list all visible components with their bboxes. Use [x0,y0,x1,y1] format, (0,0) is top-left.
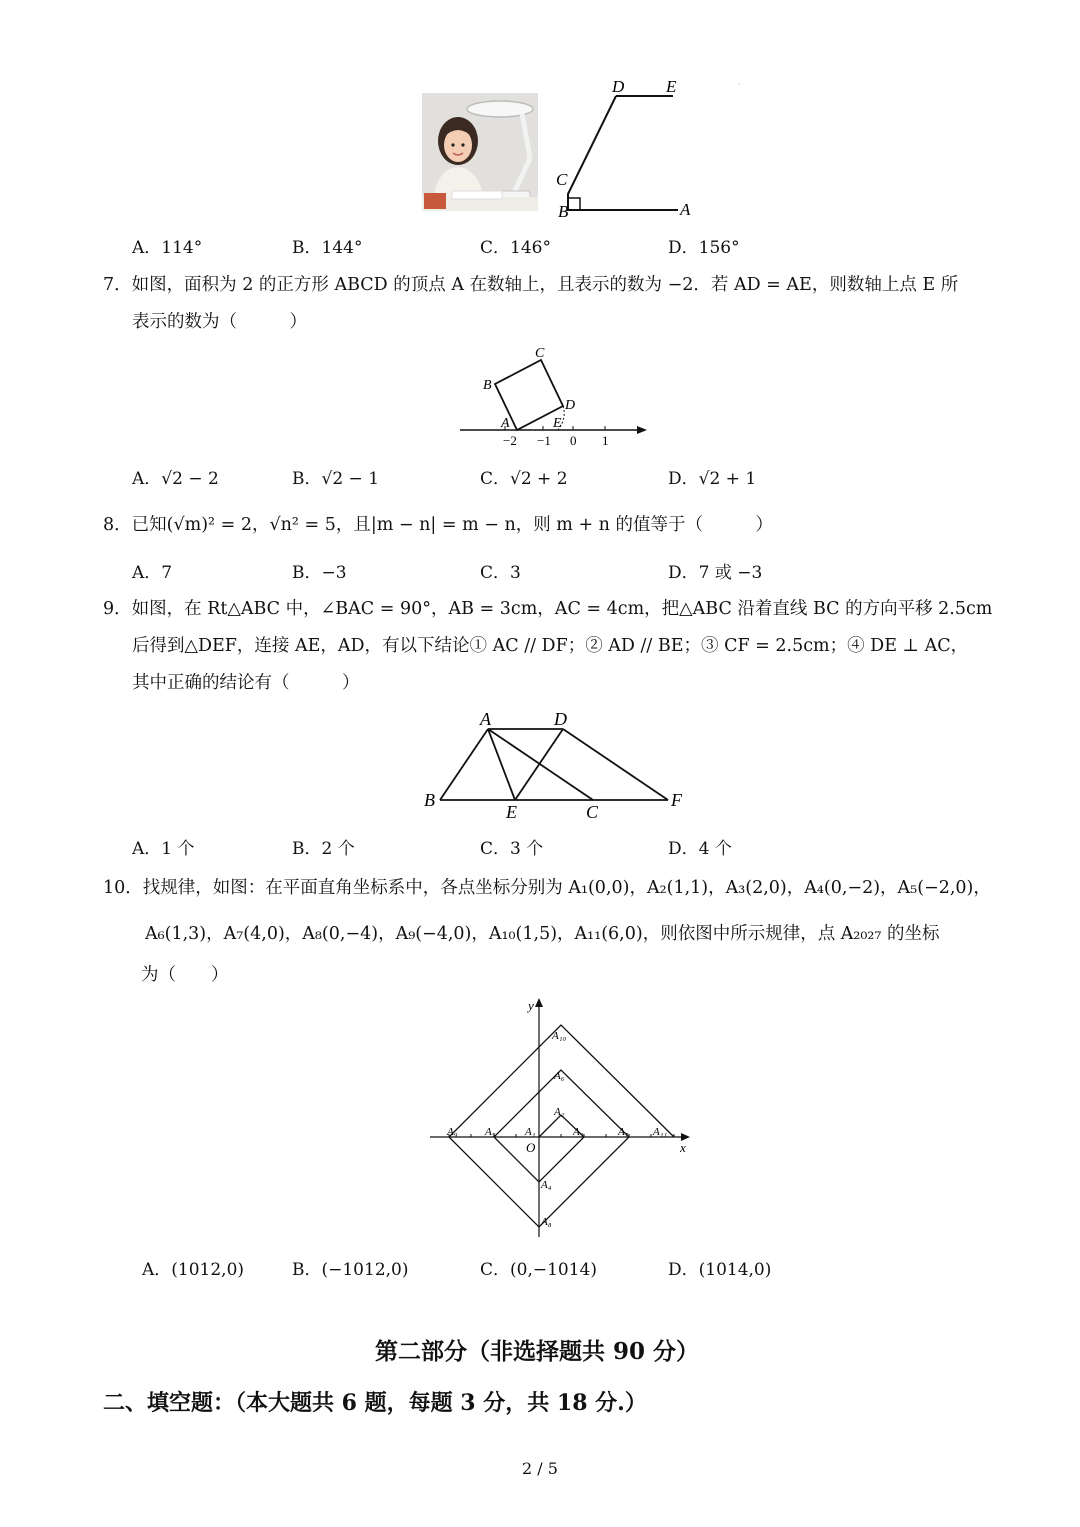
q7-stem-line1: 7．如图，面积为 2 的正方形 ABCD 的顶点 A 在数轴上，且表示的数为 −2．若 AD = AE，则数轴上点 E 所 [103,275,959,295]
q10-label-a6: A₆ [554,1070,565,1082]
q6-option-d: D．156° [668,238,740,258]
q8-option-a: A．7 [132,563,173,583]
q10-label-a8: A₈ [541,1216,552,1228]
q7-label-b: B [483,378,492,393]
q7-option-b: B．√2 − 1 [292,469,380,489]
q6-angle-figure [548,72,748,222]
q7-option-c: C．√2 + 2 [480,469,568,489]
q9-label-d: D [554,709,567,729]
page-number: 2 / 5 [522,1459,558,1478]
q9-option-d: D．4 个 [668,839,732,859]
q6-photo [422,93,538,211]
q9-label-f: F [671,790,682,810]
q9-label-e: E [506,802,517,822]
q10-label-a4: A₄ [541,1179,552,1191]
q8-option-b: B．−3 [292,563,347,583]
q9-label-b: B [424,790,435,810]
q8-option-c: C．3 [480,563,521,583]
q6-option-c: C．146° [480,238,551,258]
q7-label-c: C [535,346,545,361]
q6-option-b: B．144° [292,238,363,258]
q6-label-e: E [666,77,677,96]
q9-translation-figure [418,706,698,822]
q9-label-c: C [586,802,599,822]
q6-label-b: B [558,202,569,221]
q10-coordinate-figure [425,995,695,1240]
q8-option-d: D．7 或 −3 [668,563,763,583]
q7-tick-0: 0 [570,433,577,448]
part2-title: 第二部分（非选择题共 90 分） [375,1338,700,1365]
q7-tick-minus2: −2 [503,433,517,448]
q7-tick-1: 1 [602,433,609,448]
q8-stem-line1: 8．已知(√m)² = 2，√n² = 5，且|m − n| = m − n，则 m + n 的值等于（ ） [103,515,773,535]
q7-label-d: D [565,398,576,413]
svg-text:·: · [738,80,741,89]
q10-stem-line1: 10．找规律，如图：在平面直角坐标系中，各点坐标分别为 A₁(0,0)，A₂(1,1)，A₃(2,0)，A₄(0,−2)，A₅(−2,0)， [103,878,991,898]
q7-label-a: A [501,416,510,431]
q10-label-a7: A₇ [618,1126,629,1138]
q7-stem-line2: 表示的数为（ ） [132,312,307,332]
q7-label-e: E [553,416,562,431]
q10-option-a: A．(1012,0) [142,1260,245,1280]
q10-option-b: B．(−1012,0) [292,1260,409,1280]
q10-label-a3: A₃ [573,1126,584,1138]
q6-label-c: C [556,170,568,189]
q7-option-d: D．√2 + 1 [668,469,757,489]
q10-label-a10: A₁₀ [552,1030,567,1042]
q9-option-c: C．3 个 [480,839,544,859]
q6-label-d: D [612,77,625,96]
q6-label-a: A [680,200,691,219]
q9-label-a: A [480,709,491,729]
q9-option-a: A．1 个 [132,839,195,859]
q9-option-b: B．2 个 [292,839,355,859]
q10-label-a5: A₅ [485,1126,496,1138]
q10-label-x: x [680,1140,686,1155]
q10-label-o: O [526,1140,536,1155]
q10-label-a2: A₂ [554,1106,565,1118]
q10-stem-line3: 为（ ） [141,965,229,985]
q10-label-a9: A₉ [447,1126,458,1138]
q10-label-a1: A₁ [525,1126,536,1138]
q6-option-a: A．114° [132,238,203,258]
section2-title: 二、填空题：（本大题共 6 题，每题 3 分，共 18 分.） [103,1390,647,1416]
q10-option-d: D．(1014,0) [668,1260,772,1280]
q10-stem-line2: A₆(1,3)，A₇(4,0)，A₈(0,−4)，A₉(−4,0)，A₁₀(1,5)，A₁₁(6,0)，则依图中所示规律，点 A₂₀₂₇ 的坐标 [145,924,940,944]
q7-tick-minus1: −1 [537,433,551,448]
q10-option-c: C．(0,−1014) [480,1260,597,1280]
q10-label-a11: A₁₁ [653,1126,668,1138]
q9-stem-line1: 9．如图，在 Rt△ABC 中，∠BAC = 90°，AB = 3cm，AC = 4cm，把△ABC 沿着直线 BC 的方向平移 2.5cm [103,599,993,619]
q9-stem-line3: 其中正确的结论有（ ） [132,673,360,693]
q7-option-a: A．√2 − 2 [132,469,219,489]
q10-label-y: y [528,998,534,1013]
q7-number-line-figure [455,342,655,452]
q9-stem-line2: 后得到△DEF，连接 AE，AD，有以下结论① AC // DF；② AD // BE；③ CF = 2.5cm；④ DE ⊥ AC， [132,636,969,656]
